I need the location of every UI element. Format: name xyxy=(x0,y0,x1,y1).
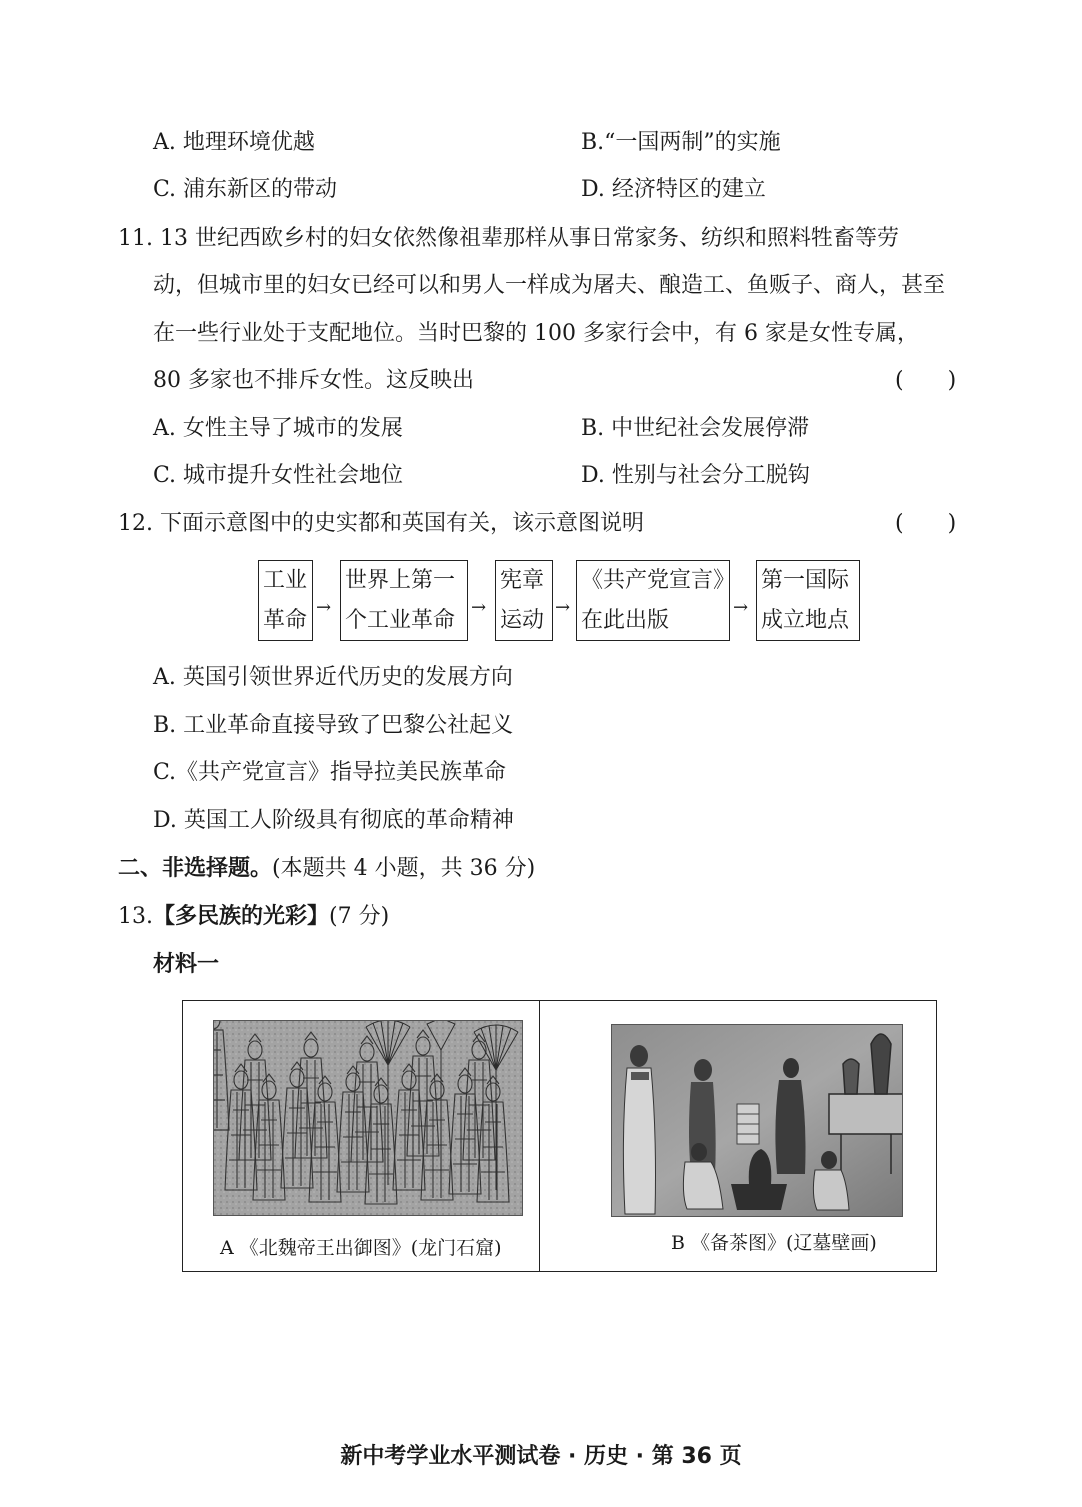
material-1-label: 材料一 xyxy=(153,952,220,977)
northern-wei-procession-image xyxy=(213,1020,523,1216)
q12-stem: 12. 下面示意图中的史实都和英国有关，该示意图说明 xyxy=(118,511,644,536)
flow-box-line-2: 在此出版 xyxy=(581,608,670,633)
flow-box-line-2: 运动 xyxy=(500,608,545,633)
q10-option-a: A. 地理环境优越 xyxy=(153,130,315,155)
flow-box-line-1: 工业 xyxy=(263,568,308,593)
q12-option-b: B. 工业革命直接导致了巴黎公社起义 xyxy=(153,713,514,738)
image-a-caption: A 《北魏帝王出御图》(龙门石窟) xyxy=(220,1237,502,1259)
q11-option-b: B. 中世纪社会发展停滞 xyxy=(581,416,810,441)
q11-option-c: C. 城市提升女性社会地位 xyxy=(153,463,404,488)
q10-option-b: B.“一国两制”的实施 xyxy=(581,130,781,155)
material-1-panel xyxy=(182,1000,937,1272)
q13-title: 【多民族的光彩】 xyxy=(153,904,330,929)
q11-option-a: A. 女性主导了城市的发展 xyxy=(153,416,403,441)
q13-number: 13. xyxy=(118,904,153,929)
flow-box-line-1: 世界上第一 xyxy=(345,568,456,593)
q12-option-a: A. 英国引领世界近代历史的发展方向 xyxy=(153,665,513,690)
flow-box-industrial-revolution xyxy=(258,560,313,641)
flow-arrow-4: → xyxy=(733,597,749,618)
flow-arrow-1: → xyxy=(316,597,332,618)
flow-arrow-3: → xyxy=(555,597,571,618)
q11-option-d: D. 性别与社会分工脱钩 xyxy=(581,463,810,488)
flow-box-line-2: 成立地点 xyxy=(761,608,850,633)
flow-box-first-industrial-nation xyxy=(340,560,468,641)
panel-divider xyxy=(539,1001,540,1271)
q13-score: (7 分) xyxy=(329,904,390,929)
q11-stem-line-1: 11. 13 世纪西欧乡村的妇女依然像祖辈那样从事日常家务、纺织和照料牲畜等劳 xyxy=(118,226,899,251)
section-2-heading xyxy=(118,854,535,884)
flow-box-first-international xyxy=(756,560,860,641)
q11-answer-blank: ( ) xyxy=(895,368,957,393)
q10-option-c: C. 浦东新区的带动 xyxy=(153,177,338,202)
flow-box-line-2: 革命 xyxy=(263,608,308,633)
flow-box-line-2: 个工业革命 xyxy=(345,608,456,633)
q12-option-c: C.《共产党宣言》指导拉美民族革命 xyxy=(153,760,507,785)
q10-option-d: D. 经济特区的建立 xyxy=(581,177,766,202)
section-2-note: (本题共 4 小题，共 36 分) xyxy=(272,856,536,881)
flow-arrow-2: → xyxy=(471,597,487,618)
section-2-title: 二、非选择题。 xyxy=(118,856,273,881)
q12-answer-blank: ( ) xyxy=(895,511,957,536)
page-footer: 新中考学业水平测试卷 · 历史 · 第 36 页 xyxy=(340,1444,742,1469)
q11-stem-line-3: 在一些行业处于支配地位。当时巴黎的 100 多家行会中，有 6 家是女性专属， xyxy=(153,321,919,346)
flow-box-line-1: 第一国际 xyxy=(761,568,850,593)
flow-box-line-1: 《共产党宣言》 xyxy=(581,568,736,593)
q11-stem-line-4: 80 多家也不排斥女性。这反映出 xyxy=(153,368,474,393)
image-b-caption: B 《备茶图》(辽墓壁画) xyxy=(671,1232,877,1254)
q11-stem-line-2: 动，但城市里的妇女已经可以和男人一样成为屠夫、酿造工、鱼贩子、商人，甚至 xyxy=(153,273,946,298)
flow-box-communist-manifesto xyxy=(576,560,736,641)
flow-box-line-1: 宪章 xyxy=(500,568,545,593)
flow-box-chartist-movement xyxy=(495,560,553,641)
q12-option-d: D. 英国工人阶级具有彻底的革命精神 xyxy=(153,808,514,833)
liao-tea-mural-image xyxy=(611,1024,903,1217)
q13-heading xyxy=(118,902,389,932)
